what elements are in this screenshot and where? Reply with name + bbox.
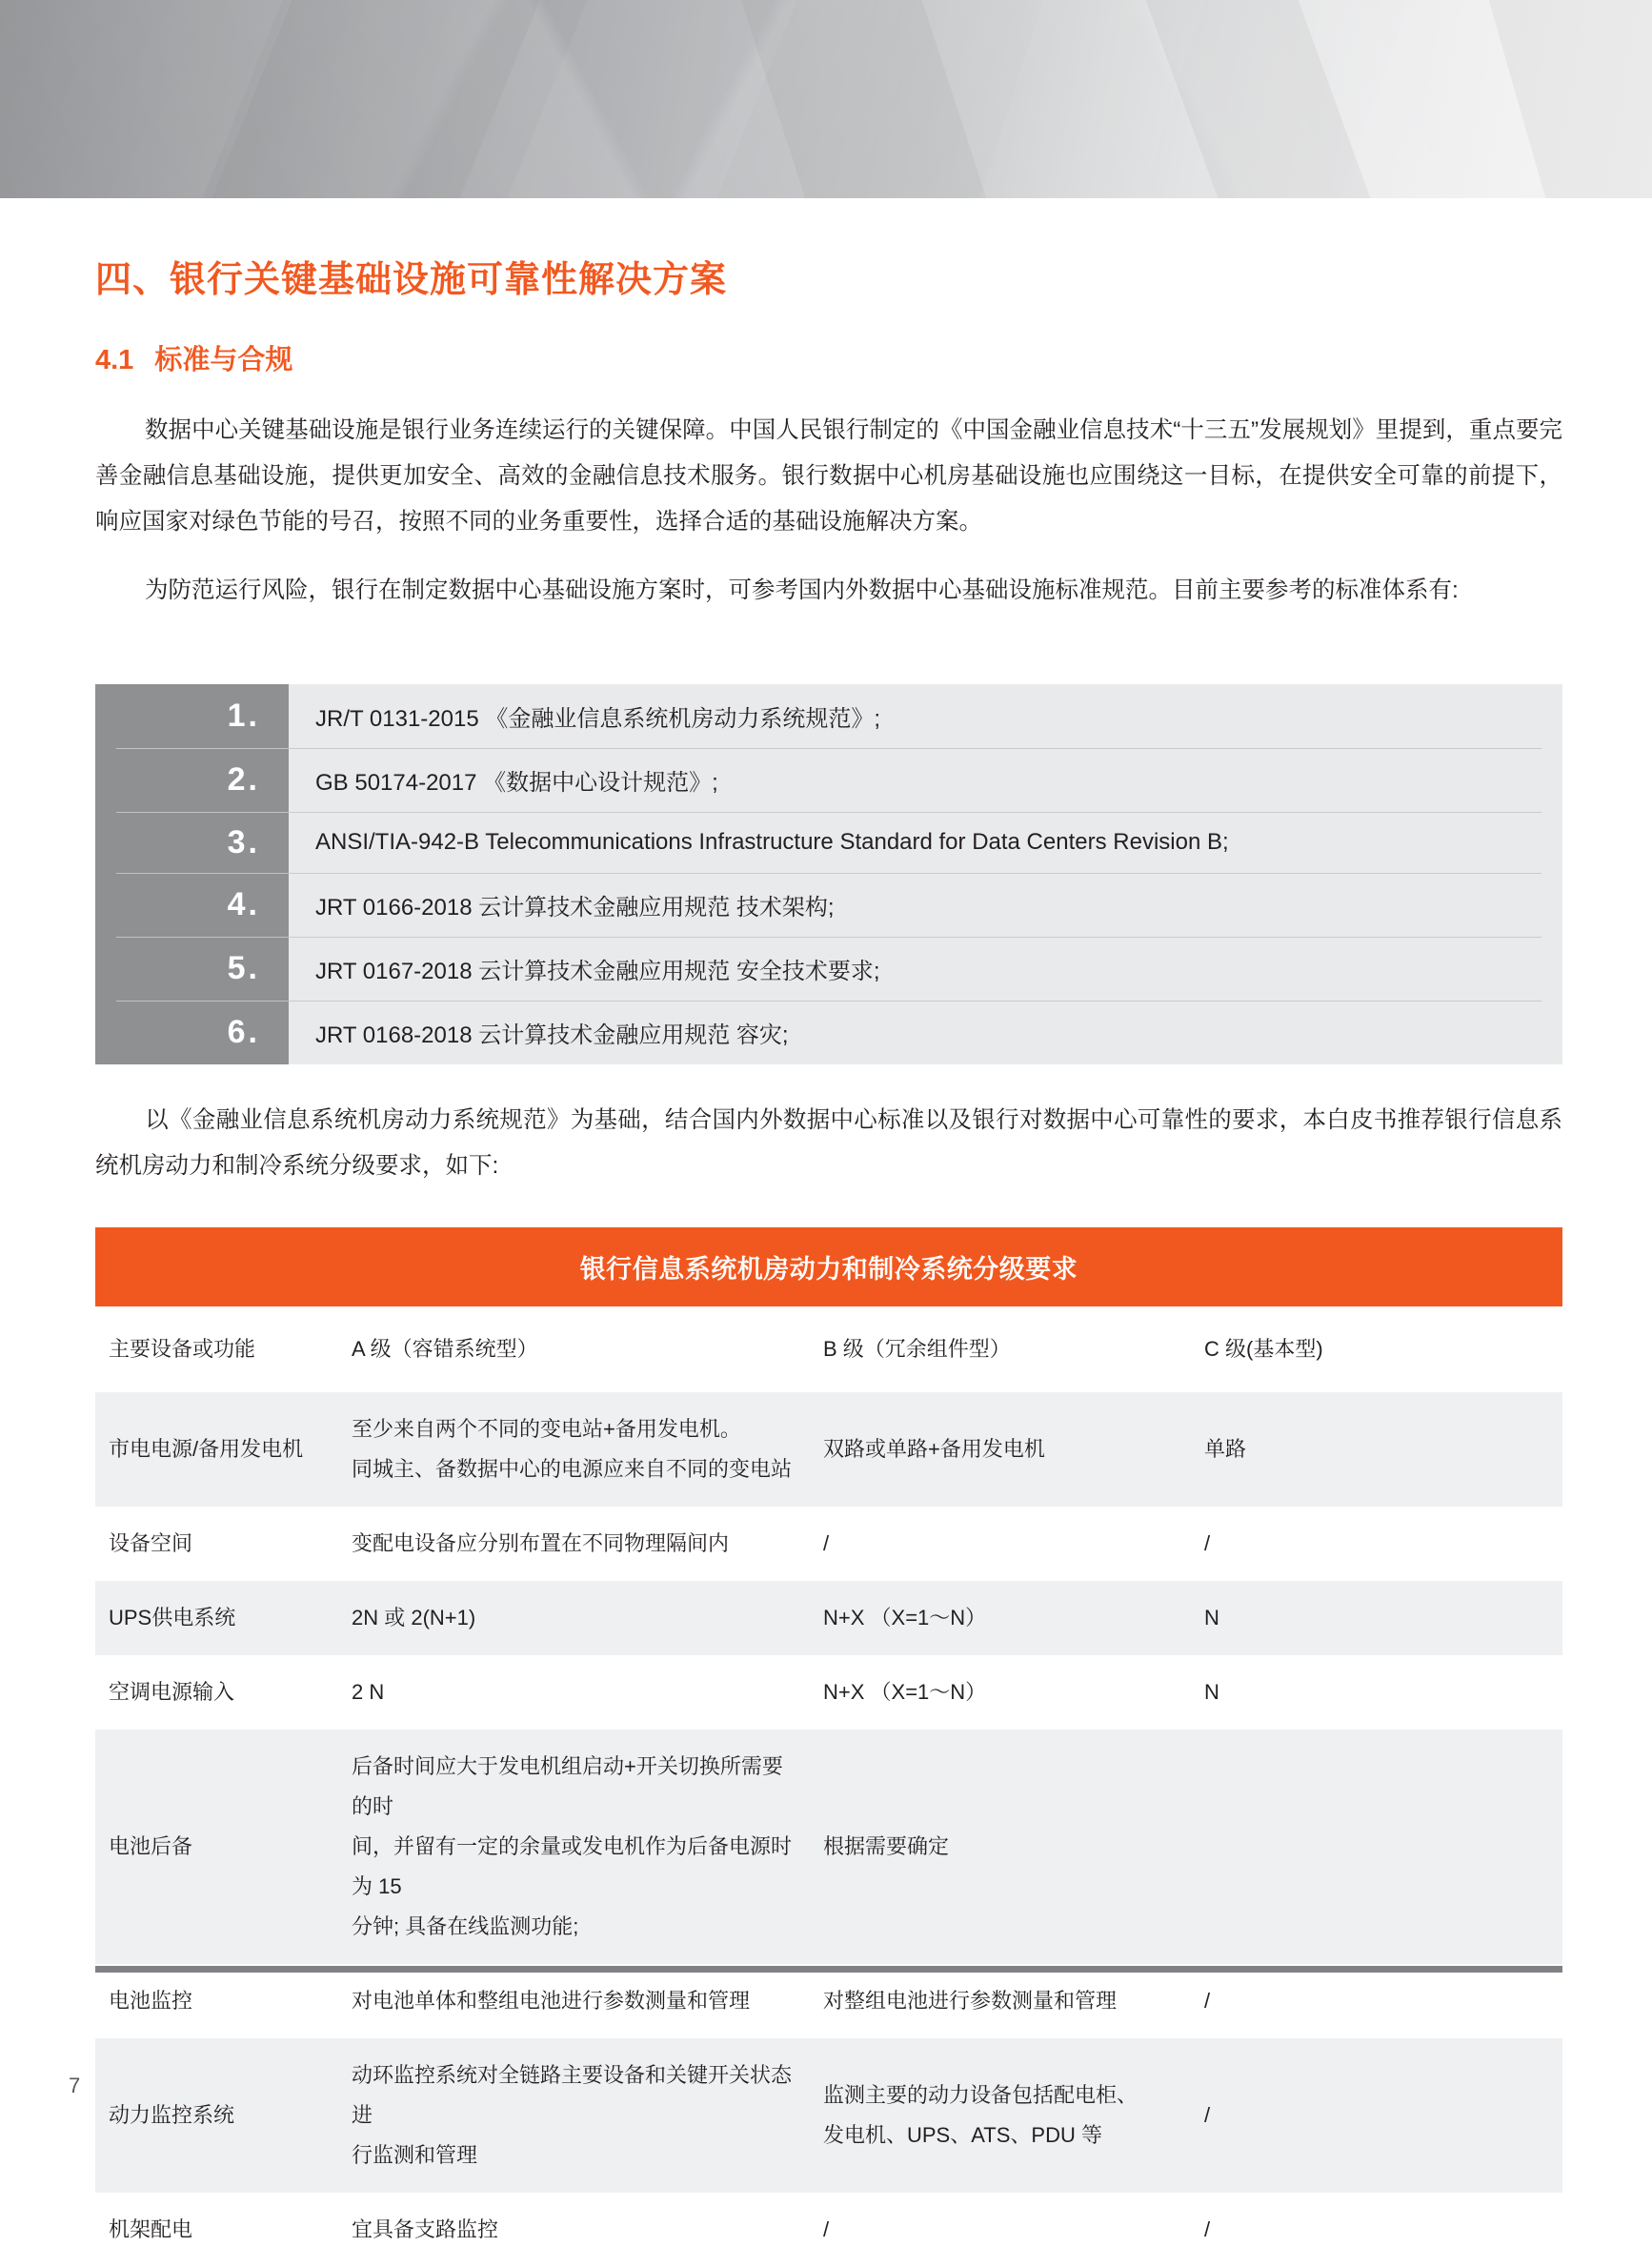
list-item-number: 3. [95,812,289,873]
row-level-a: 2N 或 2(N+1) [352,1606,476,1629]
table-row [95,1655,1562,1730]
table-row [95,1730,1562,1964]
column-header-level-a: A 级（容错系统型） [352,1337,538,1361]
table-row [95,1392,1562,1507]
subsection-heading [95,338,292,377]
row-level-a: 后备时间应大于发电机组启动+开关切换所需要的时 间，并留有一定的余量或发电机作为后备电源时为 15 分钟; 具备在线监测功能; [352,1754,793,1938]
paragraph-standards-intro [95,568,1562,614]
table-row [95,1581,1562,1655]
list-item [95,684,1562,748]
row-feature: 机架配电 [109,2217,193,2241]
row-feature: UPS供电系统 [109,1606,236,1629]
table-header-row [95,1306,1562,1392]
list-item-number: 4. [95,873,289,937]
subsection-number: 4.1 [95,345,134,375]
column-header-feature: 主要设备或功能 [109,1337,256,1361]
row-feature: 电池监控 [109,1989,193,2013]
paragraph-text: 为防范运行风险，银行在制定数据中心基础设施方案时，可参考国内外数据中心基础设施标准规范。目前主要参考的标准体系有: [145,577,1459,603]
row-level-c: / [1204,2103,1211,2127]
list-item-label: JRT 0166-2018 云计算技术金融应用规范 技术架构; [289,873,1562,937]
row-level-b: N+X （X=1～N） [823,1606,987,1629]
column-header-level-c: C 级(基本型) [1204,1337,1323,1361]
row-level-b: / [823,2217,830,2241]
list-item-number: 6. [95,1001,289,1064]
page-number: 7 [69,2074,81,2097]
list-item-label: GB 50174-2017 《数据中心设计规范》; [289,748,1562,812]
row-level-c: N [1204,1606,1219,1629]
row-feature: 电池后备 [109,1834,193,1858]
column-header-level-b: B 级（冗余组件型） [823,1337,1011,1361]
row-level-a: 对电池单体和整组电池进行参数测量和管理 [352,1989,751,2013]
footer-rule [95,1966,1562,1973]
row-level-c: / [1204,2217,1211,2241]
list-item-label: JRT 0167-2018 云计算技术金融应用规范 安全技术要求; [289,937,1562,1001]
row-feature: 空调电源输入 [109,1680,235,1704]
list-item [95,937,1562,1001]
list-item [95,1001,1562,1064]
row-level-c: / [1204,1989,1211,2013]
grading-requirements-table [95,1227,1562,2267]
list-item-label: ANSI/TIA-942-B Telecommunications Infrastructure Standard for Data Centers Revision B; [289,812,1562,873]
paragraph-table-intro [95,1098,1562,1189]
table-grid [95,1306,1562,2267]
table-row [95,1964,1562,2038]
table-title: 银行信息系统机房动力和制冷系统分级要求 [95,1227,1562,1306]
row-level-b: N+X （X=1～N） [823,1680,987,1704]
row-level-c: N [1204,1680,1219,1704]
table-row [95,1507,1562,1581]
list-item-number: 5. [95,937,289,1001]
row-level-c [1191,1730,1562,1964]
list-item [95,748,1562,812]
row-level-b: 对整组电池进行参数测量和管理 [823,1989,1118,2013]
row-level-c: / [1204,1531,1211,1555]
row-level-a: 动环监控系统对全链路主要设备和关键开关状态进 行监测和管理 [352,2063,793,2167]
paragraph-text: 以《金融业信息系统机房动力系统规范》为基础，结合国内外数据中心标准以及银行对数据中心可靠性的要求，本白皮书推荐银行信息系统机房动力和制冷系统分级要求，如下: [95,1107,1562,1179]
row-level-a: 至少来自两个不同的变电站+备用发电机。 同城主、备数据中心的电源应来自不同的变电站 [352,1417,793,1481]
row-feature: 动力监控系统 [109,2103,235,2127]
row-level-a: 2 N [352,1680,385,1704]
row-level-b: 监测主要的动力设备包括配电柜、 发电机、UPS、ATS、PDU 等 [823,2083,1138,2147]
subsection-title: 标准与合规 [154,345,293,375]
list-item-label: JRT 0168-2018 云计算技术金融应用规范 容灾; [289,1001,1562,1064]
row-level-a: 宜具备支路监控 [352,2217,499,2241]
list-item [95,812,1562,873]
row-level-a: 变配电设备应分别布置在不同物理隔间内 [352,1531,730,1555]
row-level-b: 双路或单路+备用发电机 [823,1437,1045,1461]
row-feature: 市电电源/备用发电机 [109,1437,304,1461]
table-row [95,2193,1562,2267]
row-feature: 设备空间 [109,1531,193,1555]
paragraph-text: 数据中心关键基础设施是银行业务连续运行的关键保障。中国人民银行制定的《中国金融业信息技术“十三五”发展规划》里提到，重点要完善金融信息基础设施，提供更加安全、高效的金融信息技术服务。银行数据中心机房基础设施也应围绕这一目标，在提供安全可靠的前提下，响应国家对绿色节能的号召，按照不同的业务重要性，选择合适的基础设施解决方案。 [95,417,1562,535]
paragraph-intro [95,408,1562,545]
list-item-number: 2. [95,748,289,812]
row-level-b: 根据需要确定 [823,1834,950,1858]
row-level-c: 单路 [1204,1437,1247,1461]
list-item-number: 1. [95,684,289,748]
section-heading: 四、银行关键基础设施可靠性解决方案 [95,260,728,300]
list-item-label: JR/T 0131-2015 《金融业信息系统机房动力系统规范》; [315,706,881,732]
row-level-b: / [823,1531,830,1555]
table-row [95,2038,1562,2193]
standards-list [95,684,1562,1064]
list-item [95,873,1562,937]
